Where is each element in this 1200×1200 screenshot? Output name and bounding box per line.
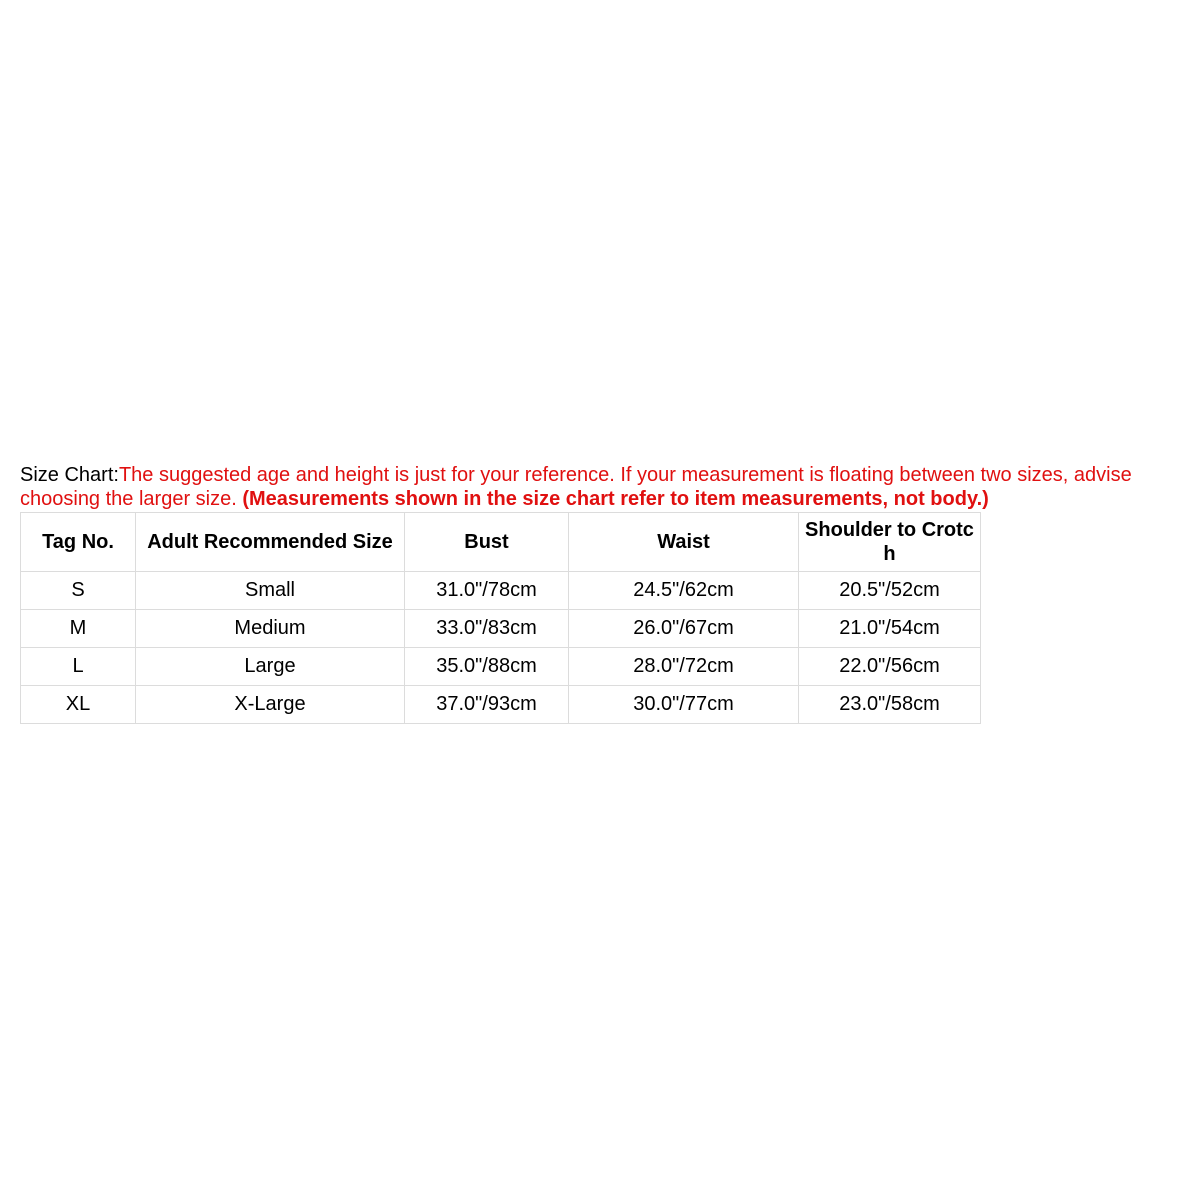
cell-tag: M	[21, 610, 136, 648]
cell-tag: L	[21, 648, 136, 686]
table-row	[21, 572, 981, 610]
header-waist: Waist	[569, 513, 799, 572]
cell-waist: 28.0"/72cm	[569, 648, 799, 686]
table-row	[21, 686, 981, 724]
cell-waist: 26.0"/67cm	[569, 610, 799, 648]
size-chart-label: Size Chart:	[20, 464, 119, 486]
size-chart-table	[20, 512, 981, 724]
size-chart-intro	[20, 463, 1190, 511]
size-advice-note: The suggested age and height is just for your reference. If your measurement is floating between two sizes, advise choosing the larger size.	[20, 464, 1132, 510]
cell-size: Large	[136, 648, 405, 686]
cell-shoulder: 22.0"/56cm	[799, 648, 981, 686]
cell-waist: 30.0"/77cm	[569, 686, 799, 724]
table-header-row	[21, 513, 981, 572]
table-row	[21, 648, 981, 686]
cell-size: Medium	[136, 610, 405, 648]
header-shoulder-to-crotch: Shoulder to Crotch	[799, 513, 981, 572]
cell-bust: 33.0"/83cm	[405, 610, 569, 648]
cell-shoulder: 21.0"/54cm	[799, 610, 981, 648]
cell-tag: XL	[21, 686, 136, 724]
cell-tag: S	[21, 572, 136, 610]
cell-bust: 31.0"/78cm	[405, 572, 569, 610]
header-tag-no: Tag No.	[21, 513, 136, 572]
cell-waist: 24.5"/62cm	[569, 572, 799, 610]
cell-shoulder: 20.5"/52cm	[799, 572, 981, 610]
table-row	[21, 610, 981, 648]
cell-bust: 35.0"/88cm	[405, 648, 569, 686]
cell-size: Small	[136, 572, 405, 610]
cell-shoulder: 23.0"/58cm	[799, 686, 981, 724]
measurement-disclaimer: (Measurements shown in the size chart refer to item measurements, not body.)	[242, 488, 989, 510]
cell-size: X-Large	[136, 686, 405, 724]
header-recommended-size: Adult Recommended Size	[136, 513, 405, 572]
cell-bust: 37.0"/93cm	[405, 686, 569, 724]
header-bust: Bust	[405, 513, 569, 572]
